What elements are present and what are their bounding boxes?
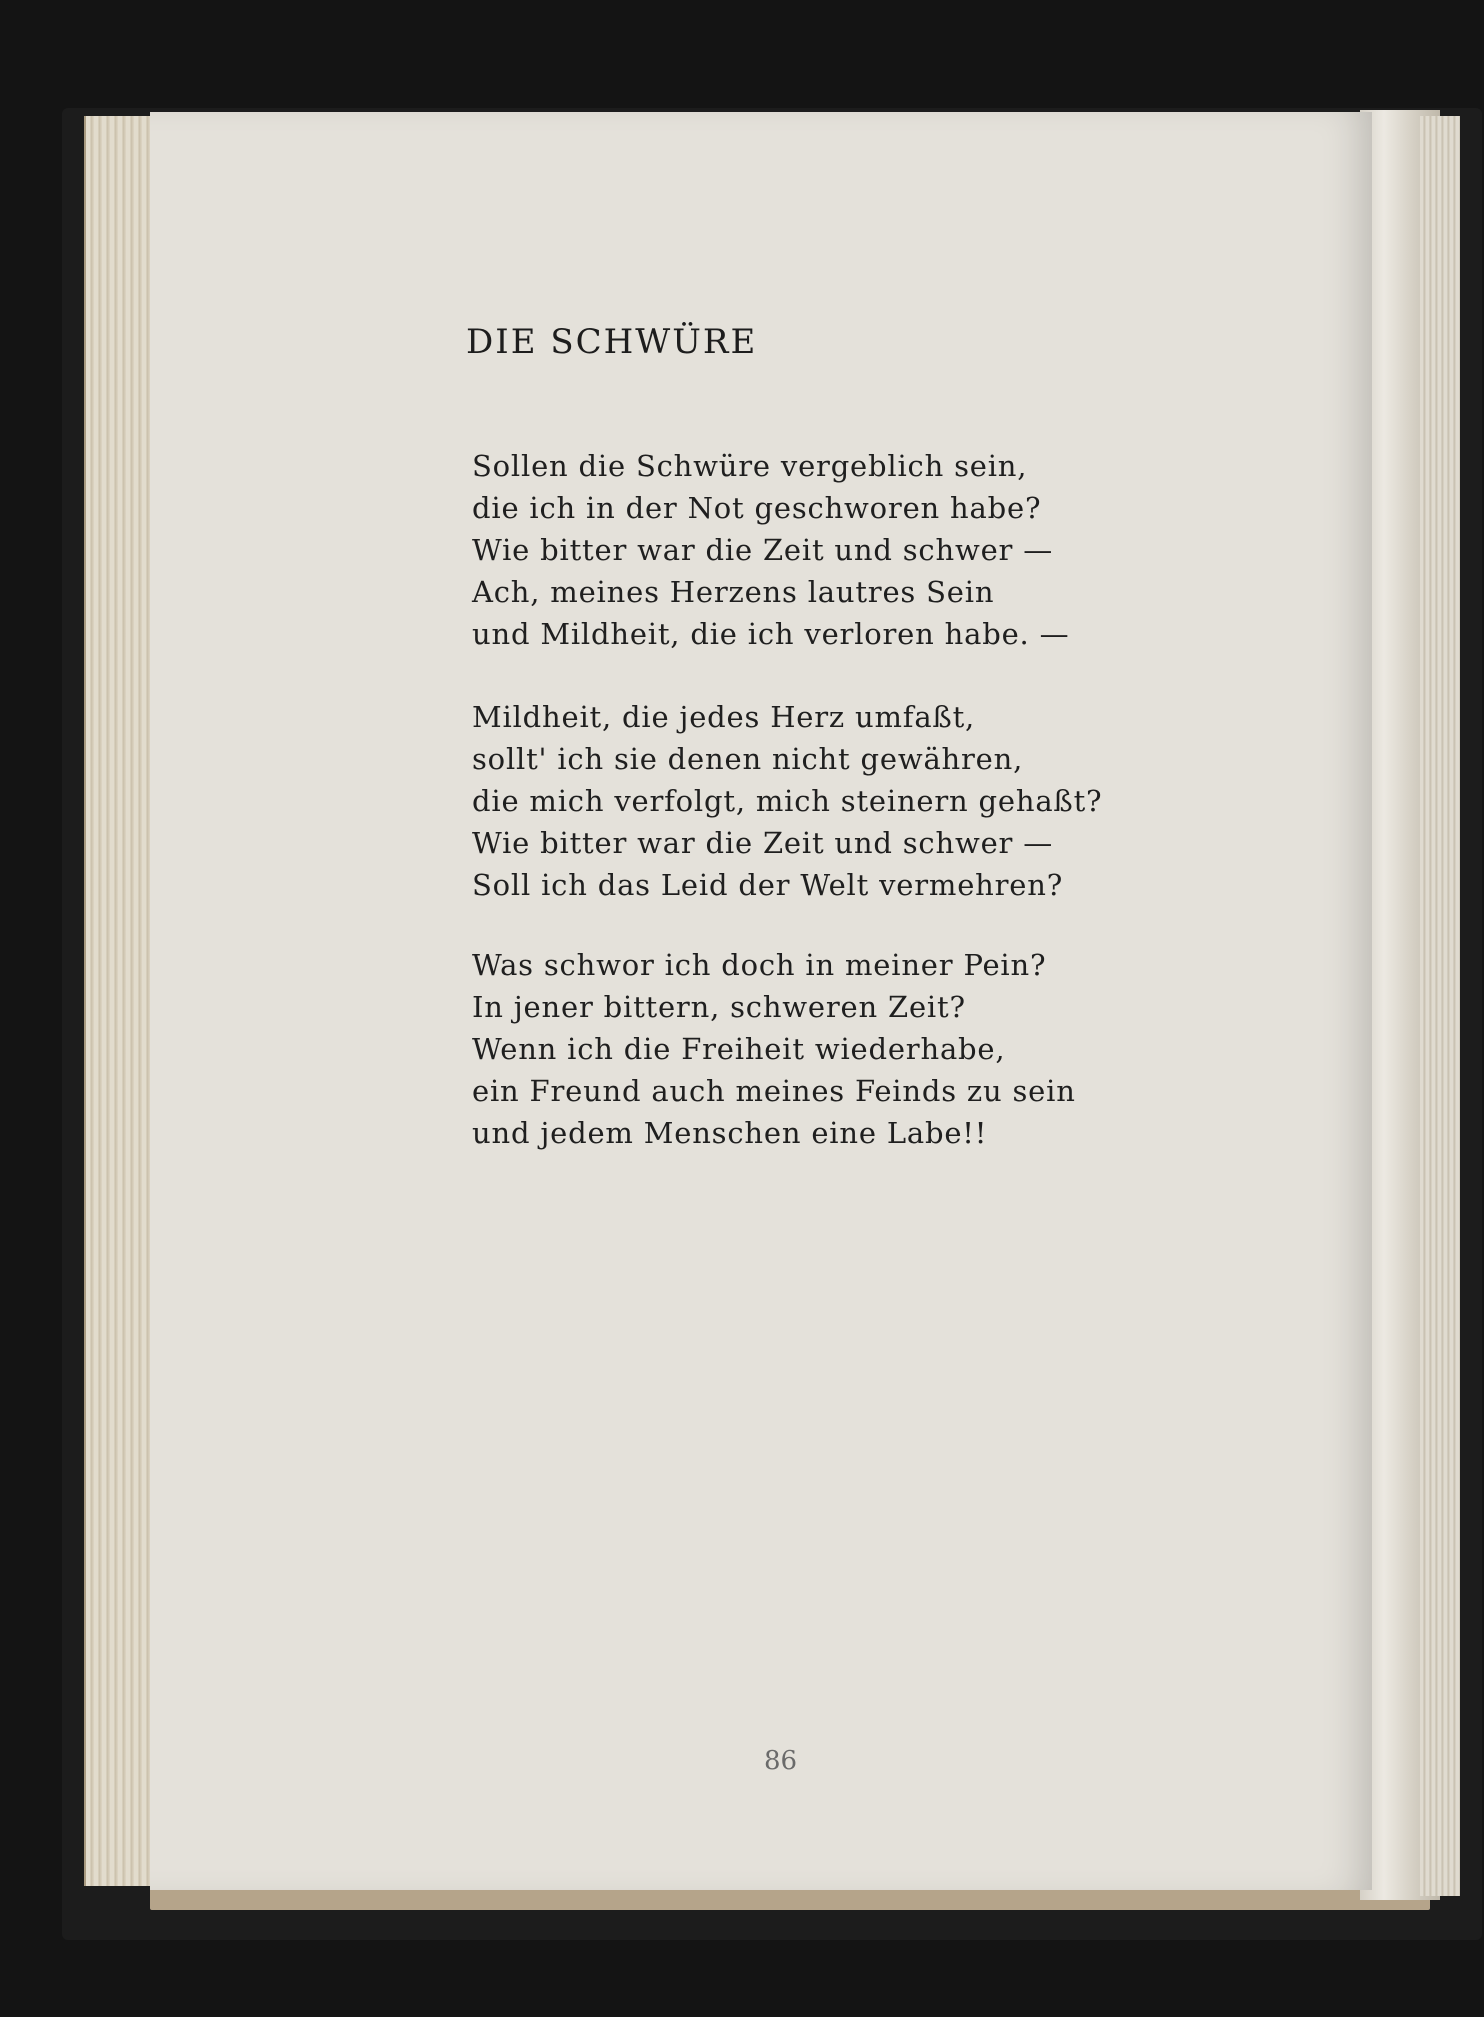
poem-line: Soll ich das Leid der Welt vermehren? — [472, 868, 1064, 902]
poem-line: Ach, meines Herzens lautres Sein — [472, 575, 995, 609]
poem-line: und jedem Menschen eine Labe!! — [472, 1116, 988, 1150]
poem-line: und Mildheit, die ich verloren habe. — — [472, 617, 1070, 651]
page-stack-right — [1420, 116, 1460, 1896]
poem-line: Sollen die Schwüre vergeblich sein, — [472, 449, 1028, 483]
poem-line: die ich in der Not geschworen habe? — [472, 491, 1042, 525]
poem-line: Was schwor ich doch in meiner Pein? — [472, 948, 1047, 982]
poem-title: DIE SCHWÜRE — [466, 322, 758, 362]
poem-line: Wie bitter war die Zeit und schwer — — [472, 533, 1054, 567]
poem-line: Wenn ich die Freiheit wiederhabe, — [472, 1032, 1006, 1066]
stanza-2 — [472, 696, 1102, 906]
stanza-1 — [472, 445, 1069, 655]
page-number: 86 — [764, 1746, 798, 1776]
poem-line: ein Freund auch meines Feinds zu sein — [472, 1074, 1076, 1108]
page-stack-left — [84, 116, 156, 1886]
stanza-3 — [472, 944, 1076, 1154]
poem-line: die mich verfolgt, mich steinern gehaßt? — [472, 784, 1103, 818]
poem-line: In jener bittern, schweren Zeit? — [472, 990, 966, 1024]
poem-line: Mildheit, die jedes Herz umfaßt, — [472, 700, 976, 734]
poem-line: Wie bitter war die Zeit und schwer — — [472, 826, 1054, 860]
poem-line: sollt' ich sie denen nicht gewähren, — [472, 742, 1024, 776]
